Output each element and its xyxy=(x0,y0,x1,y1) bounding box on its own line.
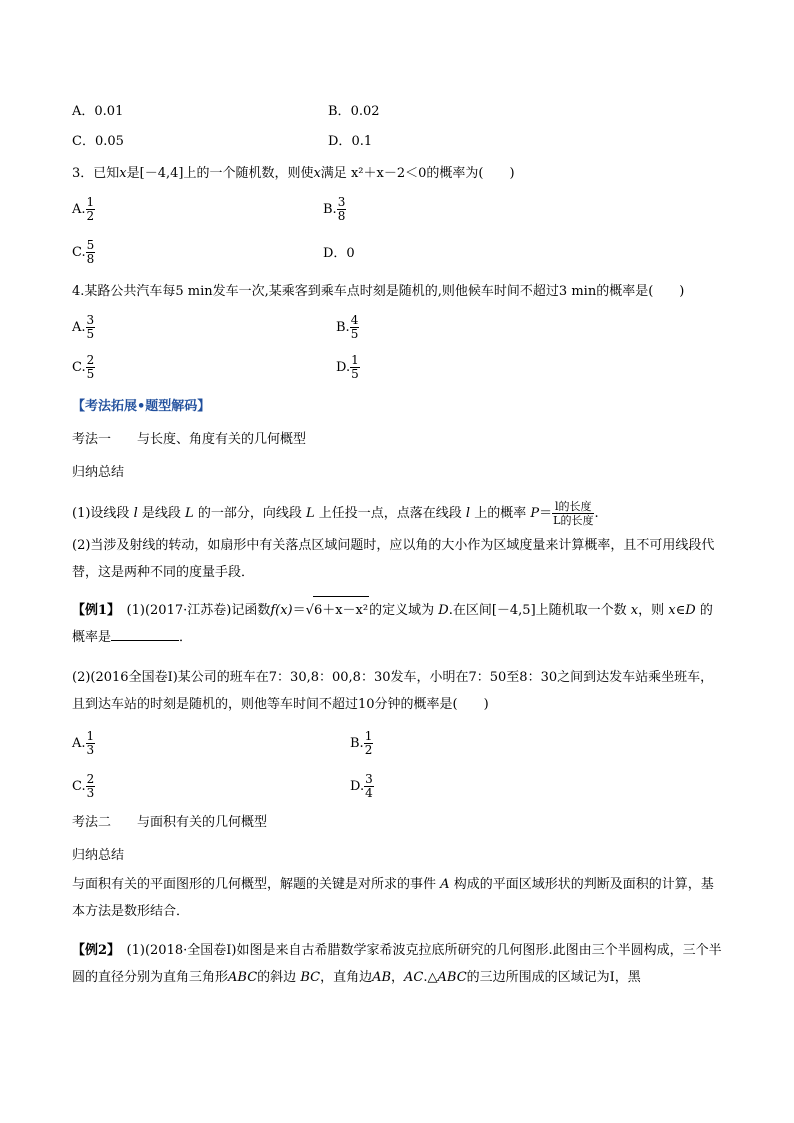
example1-part1: 【例1】 (1)(2017·江苏卷)记函数f(x)＝√6＋x－x²的定义域为 D.在区间[－4,5]上随机取一个数 x，则 x∈D 的概率是 ． xyxy=(72,596,724,651)
q3-option-a: A. $\frac{1}{2}$ xyxy=(72,195,95,223)
section-heading: 【考法拓展•题型解码】 xyxy=(72,399,211,414)
q3-option-d: D．0 xyxy=(323,246,355,261)
q4-option-a: A. $\frac{3}{5}$ xyxy=(72,313,95,341)
method1-title: 考法一 与长度、角度有关的几何概型 xyxy=(72,432,307,447)
method1-summary-label: 归纳总结 xyxy=(72,465,125,480)
q4-option-d: D. $\frac{1}{5}$ xyxy=(336,353,359,381)
example1-option-c: C. $\frac{2}{3}$ xyxy=(72,772,95,800)
q3-option-b: B. $\frac{3}{8}$ xyxy=(323,195,346,223)
q2-option-a: A．0.01 xyxy=(72,104,124,119)
method2-title: 考法二 与面积有关的几何概型 xyxy=(72,815,268,830)
example2-text: 【例2】 (1)(2018·全国卷Ⅰ)如图是来自古希腊数学家希波克拉底所研究的几何图形.此图由三个半圆构成，三个半圆的直径分别为直角三角形ABC的斜边 BC，直角边AB，AC.△ABC的三边所围成的区域记为Ⅰ，黑 xyxy=(72,943,722,985)
method2-summary-label: 归纳总结 xyxy=(72,848,125,863)
q2-option-b: B．0.02 xyxy=(328,104,380,119)
example1-option-b: B. $\frac{1}{2}$ xyxy=(350,729,373,757)
q3-stem: 3．已知x是[－4,4]上的一个随机数，则使x满足 x²＋x－2＜0的概率为( ) xyxy=(72,166,515,181)
example1-option-d: D. $\frac{3}{4}$ xyxy=(350,772,373,800)
q2-option-c: C．0.05 xyxy=(72,134,124,149)
q4-option-b: B. $\frac{4}{5}$ xyxy=(336,313,359,341)
method1-point1: (1)设线段 l 是线段 L 的一部分，向线段 L 上任投一点，点落在线段 l 上的概率 P＝ $\frac{\text{l的长度}}{\text{L的长度}}$ . xyxy=(72,500,599,527)
example1-part2: (2)(2016全国卷Ⅰ)某公司的班车在7：30,8：00,8：30发车，小明在7：50至8：30之间到达发车站乘坐班车，且到达车站的时刻是随机的，则他等车时间不超过10分钟的概率是( ) xyxy=(72,670,714,712)
q2-option-d: D．0.1 xyxy=(328,134,373,149)
example1-option-a: A. $\frac{1}{3}$ xyxy=(72,729,95,757)
answer-blank[interactable] xyxy=(111,628,179,641)
q3-option-c: C. $\frac{5}{8}$ xyxy=(72,238,95,266)
q4-option-c: C. $\frac{2}{5}$ xyxy=(72,353,95,381)
method2-summary-text: 与面积有关的平面图形的几何概型，解题的关键是对所求的事件 A 构成的平面区域形状的判断及面积的计算，基本方法是数形结合． xyxy=(72,877,714,919)
method1-point2: (2)当涉及射线的转动，如扇形中有关落点区域问题时，应以角的大小作为区域度量来计算概率，且不可用线段代替，这是两种不同的度量手段． xyxy=(72,538,715,580)
q4-stem: 4.某路公共汽车每5 min发车一次,某乘客到乘车点时刻是随机的,则他候车时间不超过3 min的概率是( ) xyxy=(72,284,685,299)
